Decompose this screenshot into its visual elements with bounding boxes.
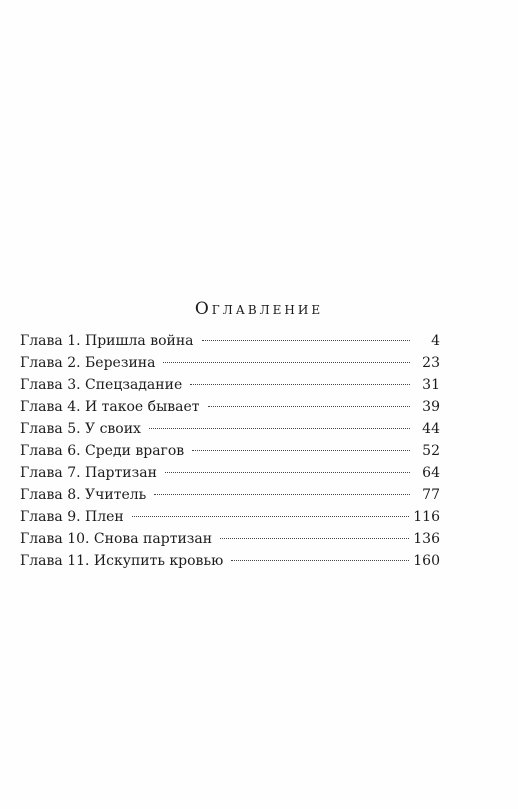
toc-entry-page: 39: [422, 399, 440, 415]
toc-entry-label: Глава 9. Плен: [20, 509, 124, 525]
toc-entry-page: 31: [422, 377, 440, 393]
toc-entry-label: Глава 6. Среди врагов: [20, 443, 185, 459]
toc-entry: [20, 418, 440, 440]
dot-leader: [192, 450, 410, 451]
dot-leader: [149, 428, 410, 429]
toc-title: Оглавление: [194, 299, 324, 320]
toc-entry-label: Глава 2. Березина: [20, 355, 156, 371]
toc-list: [20, 330, 440, 572]
toc-entry-page: 136: [413, 531, 440, 547]
toc-entry: [20, 528, 440, 550]
dot-leader: [154, 494, 410, 495]
toc-entry-page: 64: [422, 465, 440, 481]
toc-entry-label: Глава 1. Пришла война: [20, 333, 194, 349]
toc-entry-page: 160: [413, 553, 440, 569]
toc-entry-label: Глава 3. Спецзадание: [20, 377, 183, 393]
toc-entry: [20, 440, 440, 462]
toc-entry: [20, 462, 440, 484]
toc-entry: [20, 330, 440, 352]
dot-leader: [132, 516, 410, 517]
toc-entry: [20, 396, 440, 418]
toc-entry-label: Глава 4. И такое бывает: [20, 399, 200, 415]
toc-entry-label: Глава 11. Искупить кровью: [20, 553, 224, 569]
toc-entry-label: Глава 5. У своих: [20, 421, 141, 437]
toc-entry-page: 23: [422, 355, 440, 371]
dot-leader: [202, 340, 410, 341]
toc-entry: [20, 506, 440, 528]
toc-entry-page: 4: [431, 333, 440, 349]
dot-leader: [208, 406, 411, 407]
toc-entry-label: Глава 10. Снова партизан: [20, 531, 213, 547]
toc-entry-label: Глава 7. Партизан: [20, 465, 157, 481]
dot-leader: [220, 538, 409, 539]
toc-entry-page: 77: [422, 487, 440, 503]
dot-leader: [165, 472, 410, 473]
toc-entry-label: Глава 8. Учитель: [20, 487, 147, 503]
toc-entry: [20, 484, 440, 506]
toc-entry-page: 116: [413, 509, 440, 525]
dot-leader: [231, 560, 409, 561]
toc-entry: [20, 550, 440, 572]
toc-entry-page: 52: [422, 443, 440, 459]
toc-entry-page: 44: [422, 421, 440, 437]
toc-entry: [20, 374, 440, 396]
dot-leader: [190, 384, 410, 385]
toc-entry: [20, 352, 440, 374]
dot-leader: [163, 362, 410, 363]
